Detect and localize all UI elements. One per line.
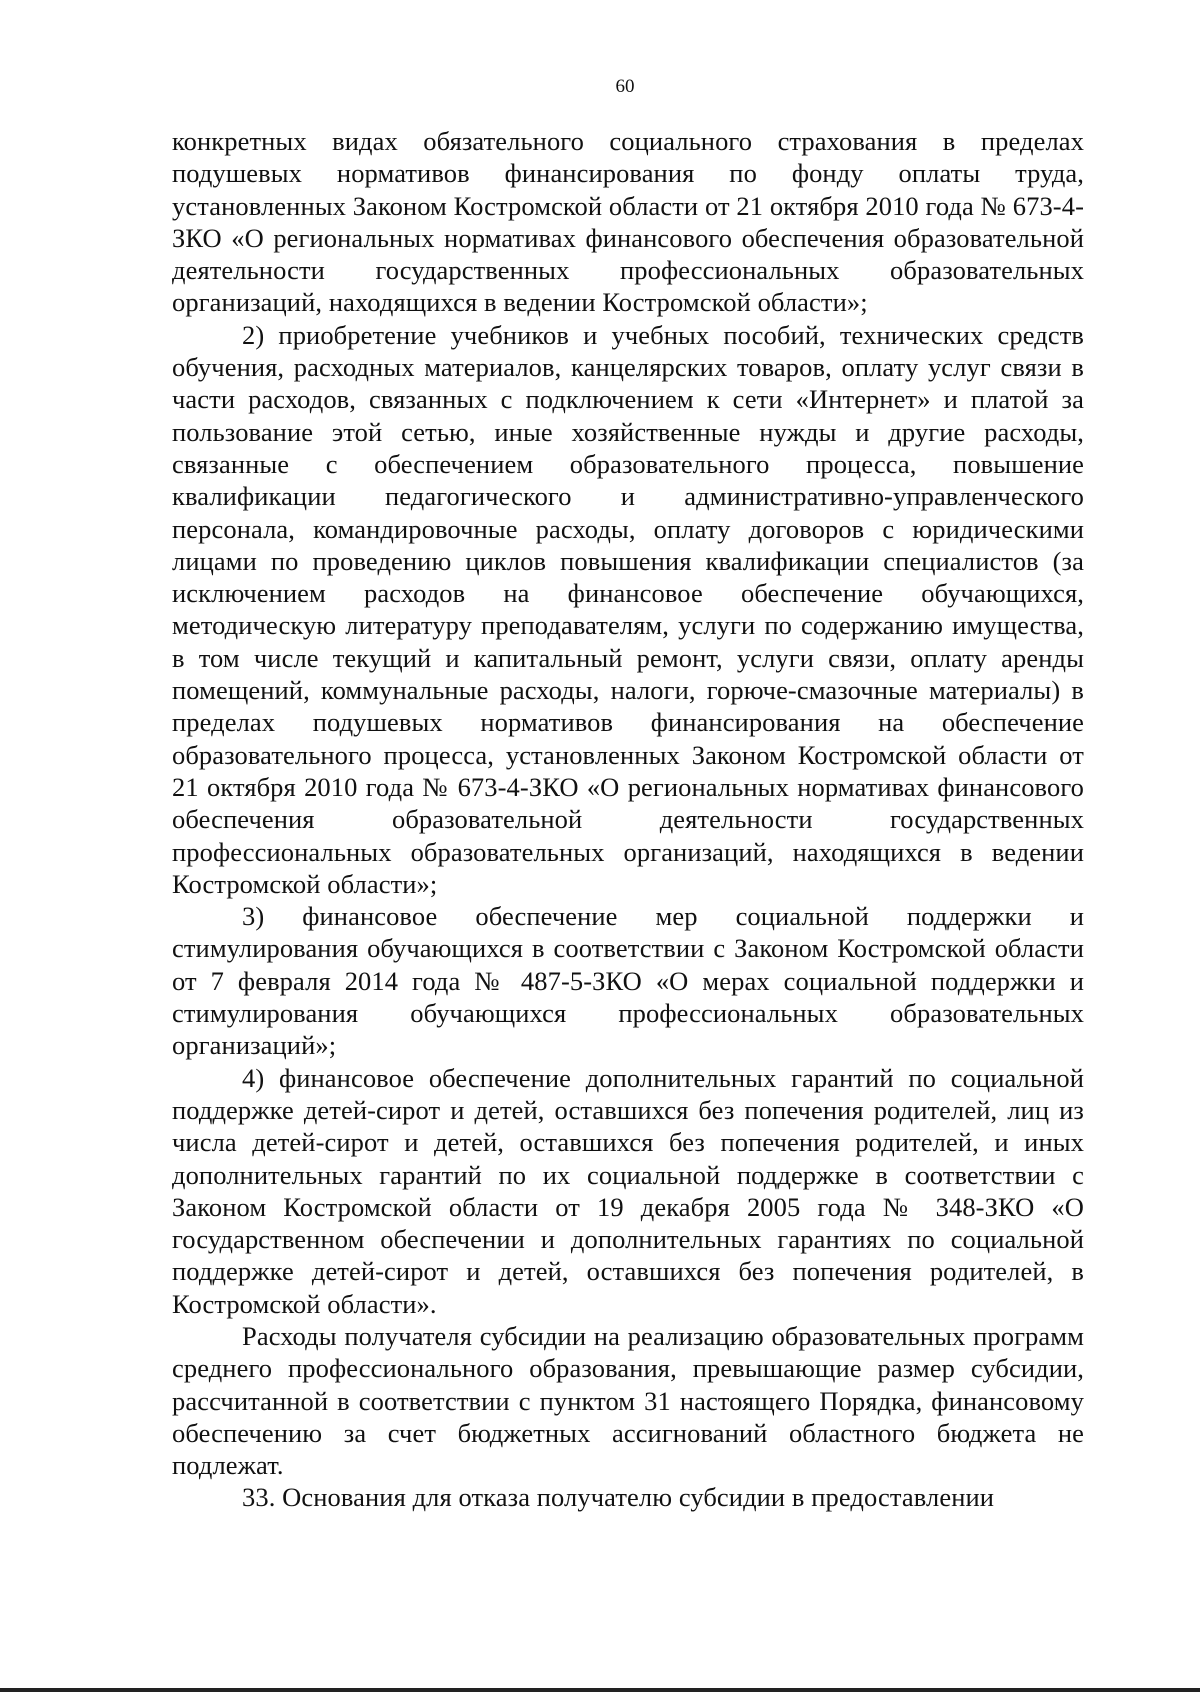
paragraph-item-2: 2) приобретение учебников и учебных пособий, технических средств обучения, расходных материалов, канцелярских товаров, оплату услуг связи в части расходов, связанных с подключением к сети «Интернет» и платой за пользование этой сетью, иные хозяйственные нужды и другие расходы, связанные с обеспечением образовательного процесса, повышение квалификации педагогического и административно-управленческого персонала, командировочные расходы, оплату договоров с юридическими лицами по проведению циклов повышения квалификации специалистов (за исключением расходов на финансовое обеспечение обучающихся, методическую литературу преподавателям, услуги по содержанию имущества, в том числе текущий и капитальный ремонт, услуги связи, оплату аренды помещений, коммунальные расходы, налоги, горюче-смазочные материалы) в пределах подушевых нормативов финансирования на обеспечение образовательного процесса, установленных Законом Костромской области от 21 октября 2010 года № 673-4-ЗКО «О региональных нормативах финансового обеспечения образовательной деятельности государственных профессиональных образовательных организаций, находящихся в ведении Костромской области»;: [172, 319, 1084, 899]
page-bottom-border: [0, 1688, 1200, 1692]
page-number: 60: [615, 76, 635, 97]
paragraph-expenses: Расходы получателя субсидии на реализацию образовательных программ среднего профессионального образования, превышающие размер субсидии, рассчитанной в соответствии с пунктом 31 настоящего Порядка, финансовому обеспечению за счет бюджетных ассигнований областного бюджета не подлежат.: [172, 1320, 1084, 1481]
document-body: [172, 125, 1084, 1514]
paragraph-continuation: конкретных видах обязательного социального страхования в пределах подушевых нормативов финансирования по фонду оплаты труда, установленных Законом Костромской области от 21 октября 2010 года № 673-4-ЗКО «О региональных нормативах финансового обеспечения образовательной деятельности государственных профессиональных образовательных организаций, находящихся в ведении Костромской области»;: [172, 126, 1084, 318]
paragraph-item-4: 4) финансовое обеспечение дополнительных гарантий по социальной поддержке детей-сирот и детей, оставшихся без попечения родителей, лиц из числа детей-сирот и детей, оставшихся без попечения родителей, и иных дополнительных гарантий по их социальной поддержке в соответствии с Законом Костромской области от 19 декабря 2005 года № 348-ЗКО «О государственном обеспечении и дополнительных гарантиях по социальной поддержке детей-сирот и детей, оставшихся без попечения родителей, в Костромской области».: [172, 1062, 1084, 1319]
paragraph-item-3: 3) финансовое обеспечение мер социальной поддержки и стимулирования обучающихся в соответствии с Законом Костромской области от 7 февраля 2014 года № 487-5-ЗКО «О мерах социальной поддержки и стимулирования обучающихся профессиональных образовательных организаций»;: [172, 901, 1084, 1061]
paragraph-section-33: 33. Основания для отказа получателю субсидии в предоставлении: [242, 1482, 995, 1513]
